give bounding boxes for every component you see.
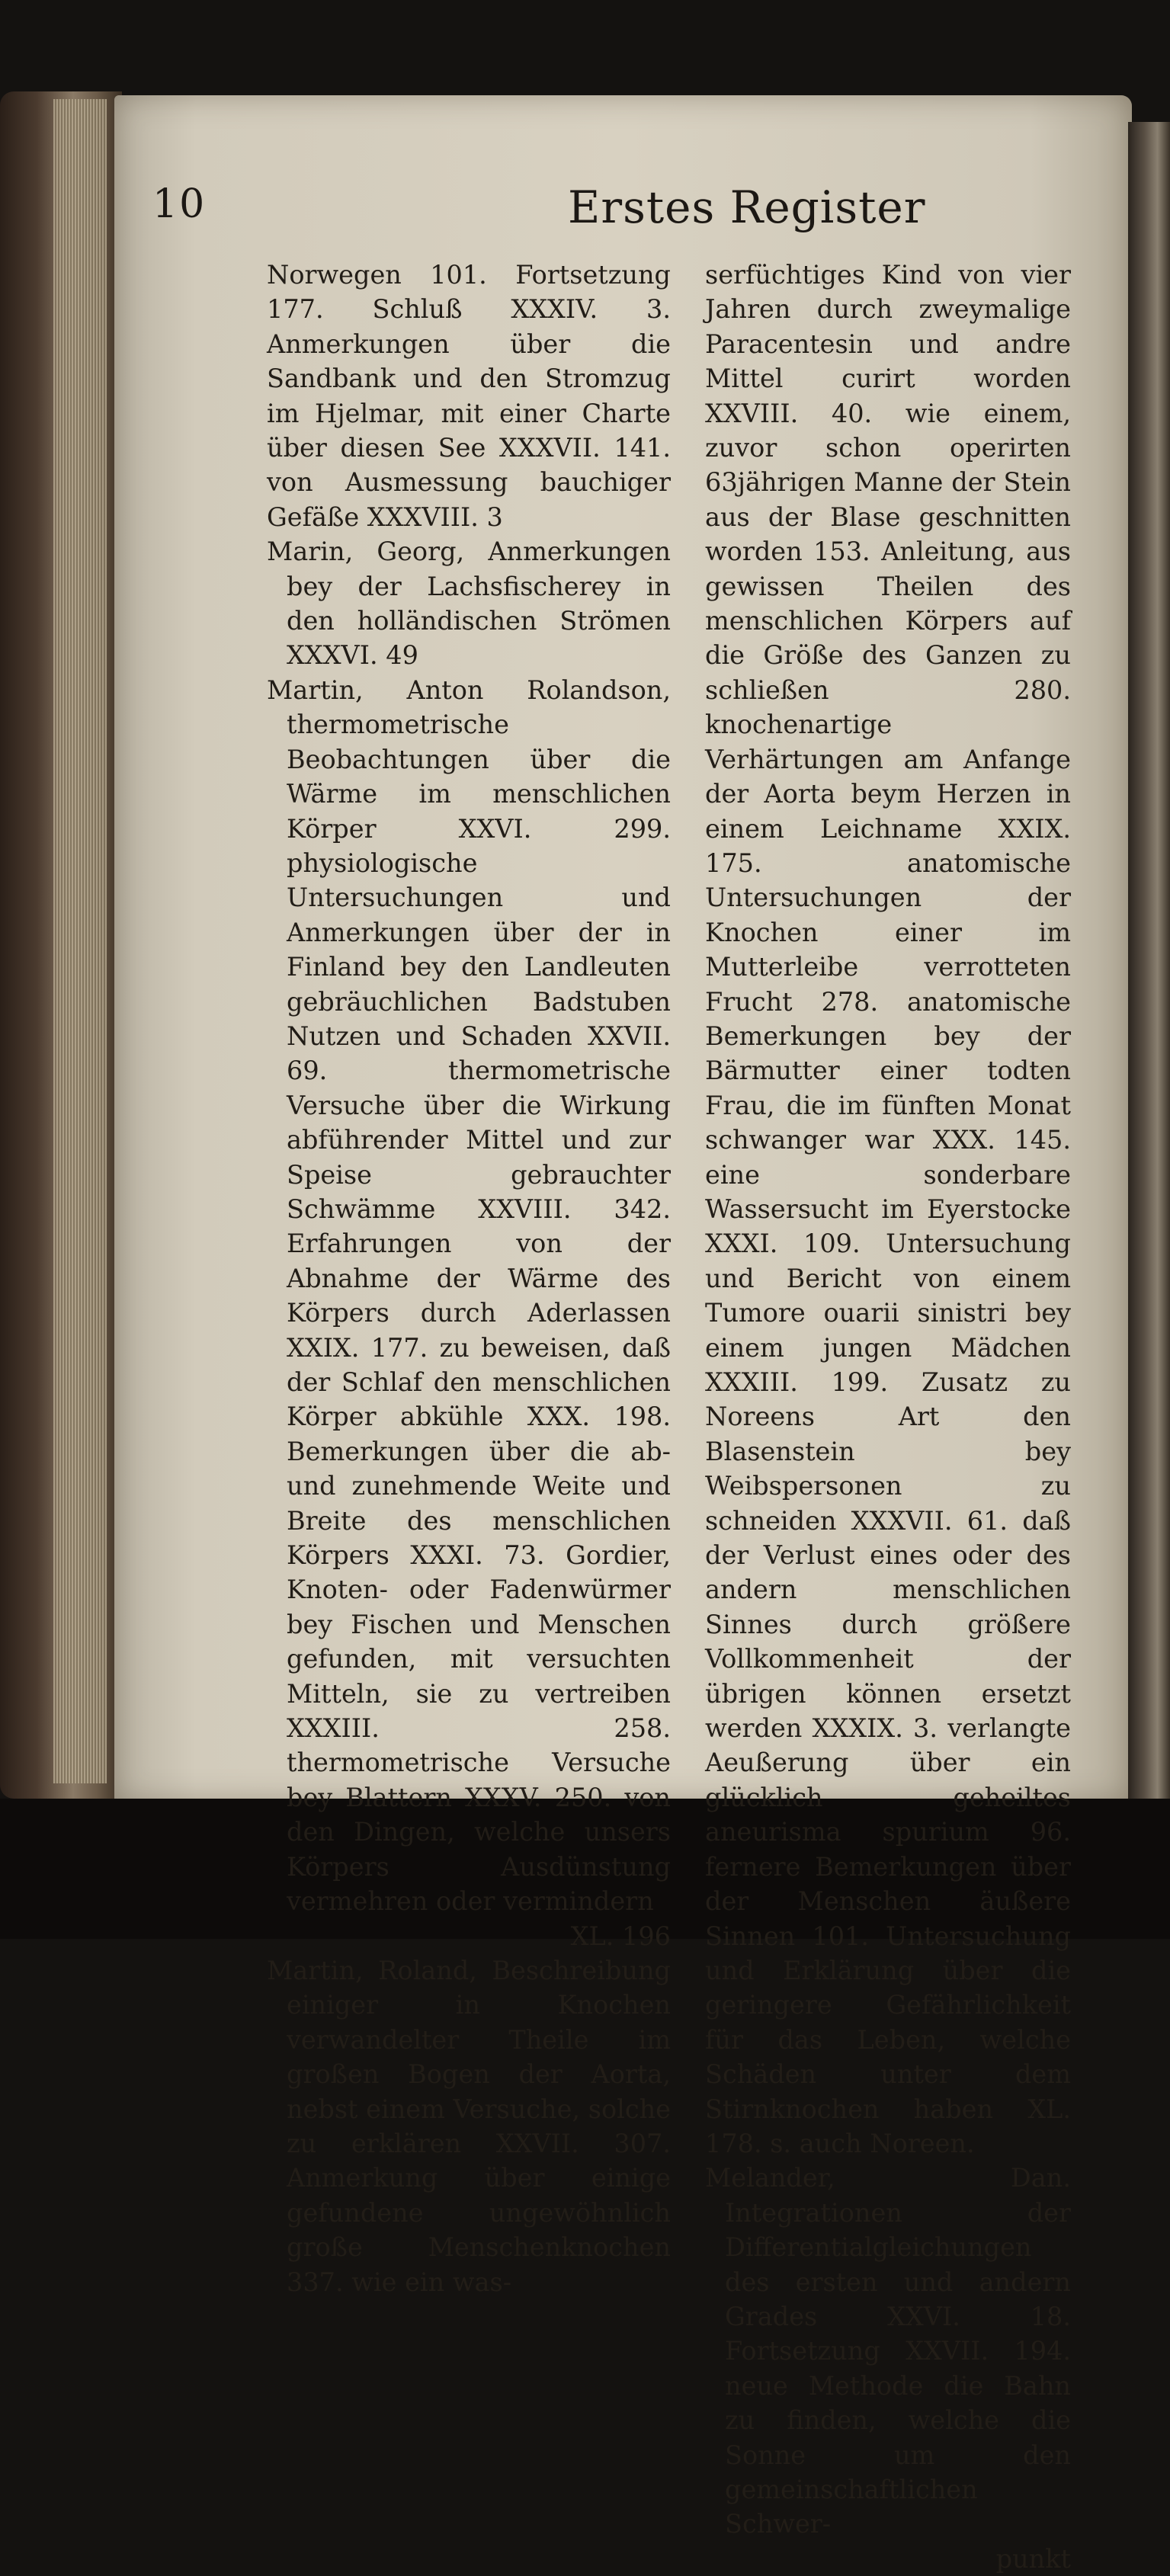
- book-page-edges: [0, 91, 122, 1799]
- page-number: 10: [152, 181, 207, 227]
- catchword: punkt: [995, 2543, 1071, 2574]
- index-reference: XL. 196: [570, 1921, 671, 1951]
- index-entry: Martin, Roland, Beschreibung einiger in Knochen verwandelter Theile im großen Bogen der Aorta, nebst einem Versuche, solche zu erklären XXVII. 307. Anmerkung über einige gefundene ungewöhnlich große Menschenknochen 337. wie ein was-: [267, 1955, 671, 2297]
- left-column: [267, 258, 671, 2299]
- index-entry: Martin, Anton Rolandson, thermometrische Beobachtungen über die Wärme im menschlichen Körper XXVI. 299. physiologische Untersuchungen und Anmerkungen über der in Finland bey den Landleuten gebräuchlichen Badstuben Nutzen und Schaden XXVII. 69. thermometrische Versuche über die Wirkung abführender Mittel und zur Speise gebrauchter Schwämme XXVIII. 342. Erfahrungen von der Abnahme der Wärme des Körpers durch Aderlassen XXIX. 177. zu beweisen, daß der Schlaf den menschlichen Körper abkühle XXX. 198. Bemerkungen über die ab- und zunehmende Weite und Breite des menschlichen Körpers XXXI. 73. Gordier, Knoten- oder Fadenwürmer bey Fischen und Menschen gefunden, mit versuchten Mitteln, sie zu vertreiben XXXIII. 258. thermometrische Versuche bey Blattern XXXV. 250. von den Dingen, welche unsers Körpers Ausdünstung vermehren oder vermindern: [267, 674, 671, 1917]
- index-entry: Norwegen 101. Fortsetzung 177. Schluß XXXIV. 3. Anmerkungen über die Sandbank und den Stromzug im Hjelmar, mit einer Charte über diesen See XXXVII. 141. von Ausmessung bauchiger Gefäße XXXVIII. 3: [267, 260, 671, 532]
- facing-page-edge: [1128, 122, 1170, 1799]
- index-entry: Marin, Georg, Anmerkungen bey der Lachsfischerey in den holländischen Strömen XXXVI. 49: [267, 537, 671, 671]
- index-entry: Melander, Dan. Integrationen der Differentialgleichungen des ersten und andern Grades XXVI. 18. Fortsetzung XXVII. 194. neue Methode die Bahn zu finden, welche die Sonne um den gemeinschaftlichen Schwer-: [705, 2163, 1071, 2539]
- running-head: Erstes Register: [568, 181, 926, 233]
- index-entry: serfüchtiges Kind von vier Jahren durch zweymalige Paracentesin und andre Mittel curirt worden XXVIII. 40. wie einem, zuvor schon operirten 63jährigen Manne der Stein aus der Blase geschnitten worden 153. Anleitung, aus gewissen Theilen des menschlichen Körpers auf die Größe des Ganzen zu schließen 280. knochenartige Verhärtungen am Anfange der Aorta beym Herzen in einem Leichname XXIX. 175. anatomische Untersuchungen der Knochen einer im Mutterleibe verrotteten Frucht 278. anatomische Bemerkungen bey der Bärmutter einer todten Frau, die im fünften Monat schwanger war XXX. 145. eine sonderbare Wassersucht im Eyerstocke XXXI. 109. Untersuchung und Bericht von einem Tumore ouarii sinistri bey einem jungen Mädchen XXXIII. 199. Zusatz zu Noreens Art den Blasenstein bey Weibspersonen zu schneiden XXXVII. 61. daß der Verlust eines oder des andern menschlichen Sinnes durch größere Vollkommenheit der übrigen können ersetzt werden XXXIX. 3. verlangte Aeußerung über ein glücklich geheiltes aneurisma spurium 96. fernere Bemerkungen über der Menschen äußere Sinnen 101. Untersuchung und Erklärung über die geringere Gefährlichkeit für das Leben, welche Schäden unter dem Stirnknochen haben XL. 178. s. auch Noreen.: [705, 260, 1071, 2158]
- right-column: [705, 258, 1071, 2576]
